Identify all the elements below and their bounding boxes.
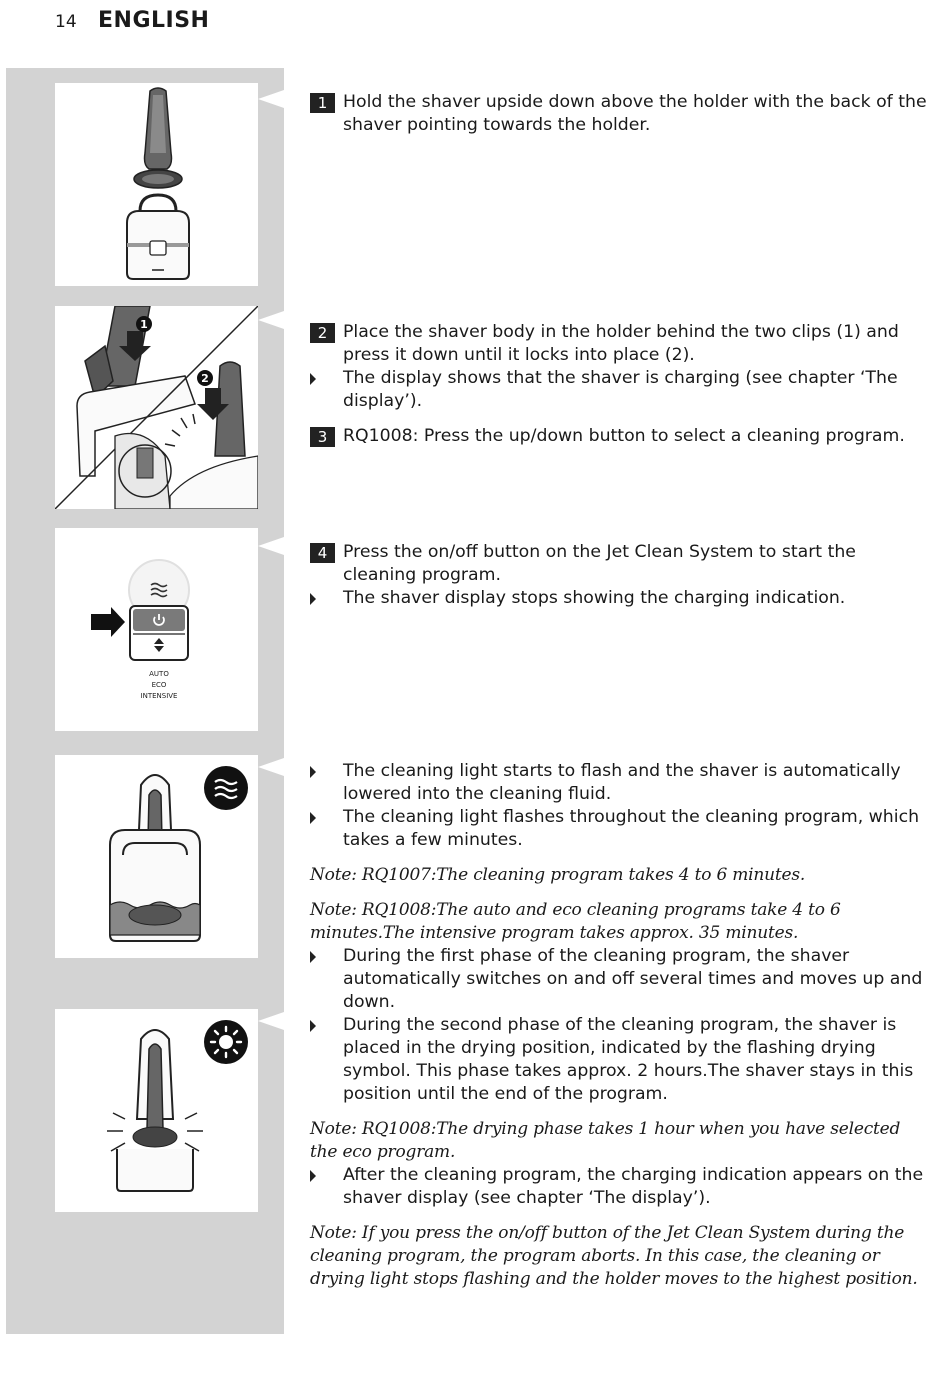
step-number: 3 bbox=[310, 427, 335, 447]
bullet-item: The display shows that the shaver is charging (see chapter ‘The display’). bbox=[310, 367, 928, 413]
step-2: 2 Place the shaver body in the holder behind the two clips (1) and press it down until it locks into place (2). bbox=[310, 321, 928, 367]
figure-shaver-lowered-cleaning bbox=[55, 755, 258, 958]
figure-shaver-drying bbox=[55, 1009, 258, 1212]
bullet-item: During the second phase of the cleaning program, the shaver is placed in the drying position, indicated by the flashing drying symbol. This phase takes approx. 2 hours.The shaver stays in this position until the end of the program. bbox=[310, 1014, 928, 1106]
figure-shaver-above-holder bbox=[55, 83, 258, 286]
pointer-arrow bbox=[258, 311, 284, 329]
section-4-text bbox=[310, 760, 928, 1291]
section-1-text bbox=[310, 91, 928, 137]
bullet-item: The cleaning light flashes throughout the cleaning program, which takes a few minutes. bbox=[310, 806, 928, 852]
note: Note: RQ1008:The auto and eco cleaning programs take 4 to 6 minutes.The intensive program takes approx. 35 minutes. bbox=[310, 900, 841, 943]
step-3: 3 RQ1008: Press the up/down button to select a cleaning program. bbox=[310, 425, 928, 448]
bullet-item: During the first phase of the cleaning program, the shaver automatically switches on and off several times and moves up and down. bbox=[310, 945, 928, 1014]
section-3-text bbox=[310, 541, 928, 610]
bullet-item: The shaver display stops showing the charging indication. bbox=[310, 587, 928, 610]
section-2-text bbox=[310, 321, 928, 448]
svg-text:AUTO: AUTO bbox=[149, 670, 169, 678]
figure-place-shaver-in-holder bbox=[55, 306, 258, 509]
step-number: 1 bbox=[310, 93, 335, 113]
pointer-arrow bbox=[258, 758, 284, 776]
pointer-arrow bbox=[258, 90, 284, 108]
step-number: 4 bbox=[310, 543, 335, 563]
figure-press-onoff-button bbox=[55, 528, 258, 731]
control-panel-illustration bbox=[55, 528, 258, 731]
shaver-drying-illustration bbox=[55, 1009, 258, 1212]
note: Note: If you press the on/off button of the Jet Clean System during the cleaning program, the program aborts. In this case, the cleaning or drying light stops flashing and the holder moves to the highest position. bbox=[310, 1223, 918, 1289]
note: Note: RQ1008:The drying phase takes 1 hour when you have selected the eco program. bbox=[310, 1119, 901, 1162]
step-4: 4 Press the on/off button on the Jet Clean System to start the cleaning program. bbox=[310, 541, 928, 587]
svg-text:1: 1 bbox=[140, 318, 148, 331]
pointer-arrow bbox=[258, 1012, 284, 1030]
page-header bbox=[0, 0, 950, 50]
note: Note: RQ1007:The cleaning program takes 4 to 6 minutes. bbox=[310, 865, 806, 885]
step-number: 2 bbox=[310, 323, 335, 343]
step-1: 1 Hold the shaver upside down above the holder with the back of the shaver pointing towards the holder. bbox=[310, 91, 928, 137]
svg-text:ECO: ECO bbox=[151, 681, 167, 689]
bullet-item: The cleaning light starts to flash and the shaver is automatically lowered into the cleaning fluid. bbox=[310, 760, 928, 806]
shaver-above-holder-illustration bbox=[55, 83, 258, 286]
svg-text:INTENSIVE: INTENSIVE bbox=[140, 692, 178, 700]
place-shaver-illustration bbox=[55, 306, 258, 509]
shaver-cleaning-illustration bbox=[55, 755, 258, 958]
language-heading: ENGLISH bbox=[98, 8, 210, 33]
bullet-item: After the cleaning program, the charging indication appears on the shaver display (see chapter ‘The display’). bbox=[310, 1164, 928, 1210]
svg-text:2: 2 bbox=[201, 372, 209, 385]
pointer-arrow bbox=[258, 537, 284, 555]
page-number: 14 bbox=[55, 12, 77, 32]
